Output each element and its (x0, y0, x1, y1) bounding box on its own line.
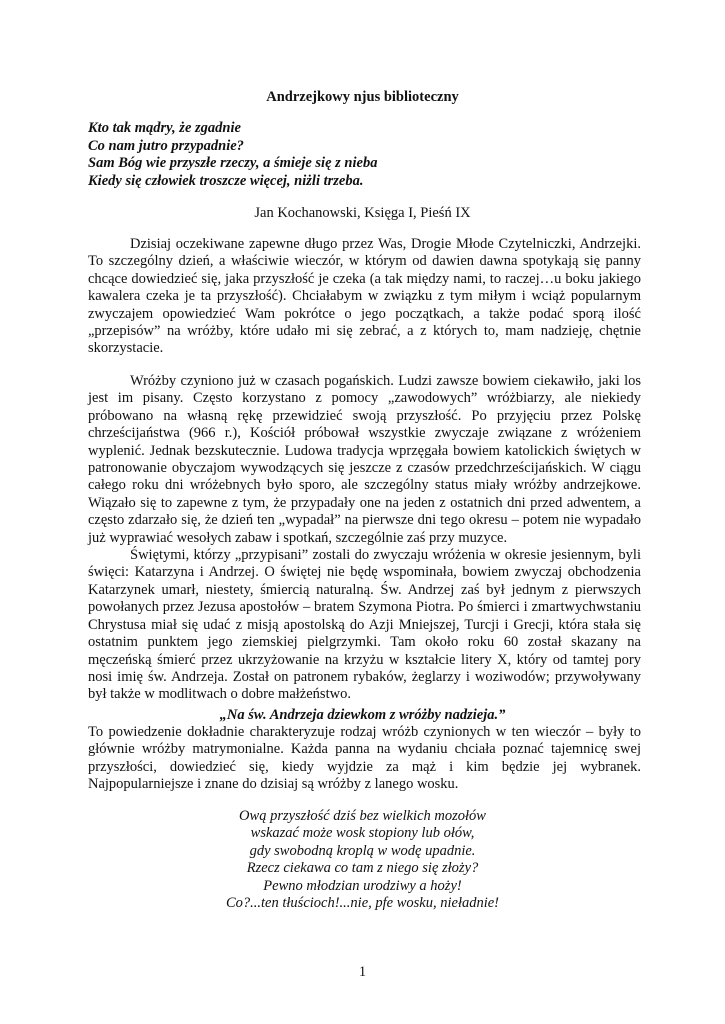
page-title: Andrzejkowy njus biblioteczny (266, 89, 459, 105)
poem-line: Ową przyszłość dziś bez wielkich mozołów (239, 808, 486, 824)
paragraph: To powiedzenie dokładnie charakteryzuje rodzaj wróżb czynionych w ten wieczór – były to głównie wróżby matrymonialne. Każda panna na wydaniu chciała poznać tajemnicę swej przyszłości, dowiedzieć się, kiedy wyjdzie za mąż i kim będzie jej wybranek. Najpopularniejsze i znane do dzisiaj są wróżby z lanego wosku. (88, 724, 641, 793)
motto-stanza (88, 120, 377, 190)
motto-line: Sam Bóg wie przyszłe rzeczy, a śmieje się z nieba (88, 155, 378, 171)
paragraph: Wróżby czyniono już w czasach pogańskich. Ludzi zawsze bowiem ciekawiło, jaki los jest im pisany. Często korzystano z pomocy „zawodowych” wróżbiarzy, ale niekiedy próbowano na własną rękę przewidzieć swoją przyszłość. Po przyjęciu przez Polskę chrześcijaństwa (966 r.), Kościół próbował wszystkie zwyczaje związane z wróżeniem wyplenić. Jednak bezskutecznie. Ludowa tradycja wprzęgała bowiem katolickich świętych w patronowanie obyczajom wywodzących się jeszcze z czasów przedchrześcijańskich. W ciągu całego roku dni wróżebnych było sporo, ale szczególny status miały wróżby andrzejkowe. Wiązało się to zapewne z tym, że przypadały one na jeden z ostatnich dni przed adwentem, a często zdarzało się, że dzień ten „wypadał” na pierwsze dni tego okresu – potem nie wypadało już wyprawiać wesołych zabaw i spotkań, szczególnie zaś przy muzyce. (88, 373, 641, 546)
poem-line: Pewno młodzian urodziwy a hoży! (263, 877, 462, 894)
poem-line: Rzecz ciekawa co tam z niego się złoży? (246, 860, 479, 877)
paragraph: Dzisiaj oczekiwane zapewne długo przez Was, Drogie Młode Czytelniczki, Andrzejki. To szczególny dzień, a właściwie wieczór, w którym od dawien dawna spotykają się panny chcące dowiedzieć się, jaka przyszłość je czeka (a tak między nami, to raczej…u boku jakiego kawalera czeka je ta przyszłość). Chciałabym w związku z tym miłym i wciąż popularnym zwyczajem opowiedzieć Wam pokrótce o jego początkach, a także podać sporą ilość „przepisów” na wróżby, które udało mi się zebrać, a z których to, mam nadzieję, chętnie skorzystacie. (88, 236, 641, 357)
poem-stanza (0, 808, 725, 912)
motto-line: Kto tak mądry, że zgadnie (88, 120, 241, 136)
paragraph: Świętymi, którzy „przypisani” zostali do zwyczaju wróżenia w okresie jesiennym, byli święci: Katarzyna i Andrzej. O świętej nie będę wspominała, bowiem zwyczaj obchodzenia Katarzynek umarł, niestety, śmiercią naturalną. Św. Andrzej zaś był jednym z pierwszych powołanych przez Jezusa apostołów – bratem Szymona Piotra. Po śmierci i zmartwychwstaniu Chrystusa miał się udać z misją apostolską do Azji Mniejszej, Turcji i Grecji, która stała się ostatnim punktem jego ziemskiej pielgrzymki. Tam około roku 60 został skazany na męczeńską śmierć przez ukrzyżowanie na krzyżu w kształcie litery X, który od tamtej pory nosi imię św. Andrzeja. Został on patronem rybaków, żeglarzy i woziwodów; przywoływany był także w modlitwach o dobre małżeństwo. (88, 547, 641, 703)
proverb-heading: „Na św. Andrzeja dziewkom z wróżby nadzieja.” (219, 707, 506, 723)
poem-line: Co?...ten tłuścioch!...nie, pfe wosku, nieładnie! (225, 895, 500, 912)
poem-line: gdy swobodną kroplą w wodę upadnie. (249, 842, 476, 859)
motto-line: Co nam jutro przypadnie? (88, 137, 244, 154)
body-section-history (88, 373, 641, 704)
page-number: 1 (358, 964, 367, 980)
body-section-intro (88, 236, 641, 358)
motto-attribution: Jan Kochanowski, Księga I, Pieśń IX (254, 205, 471, 221)
poem-line: wskazać może wosk stopiony lub ołów, (250, 825, 475, 842)
body-section-proverb (88, 724, 641, 794)
motto-line: Kiedy się człowiek troszcze więcej, niżli trzeba. (88, 172, 364, 189)
